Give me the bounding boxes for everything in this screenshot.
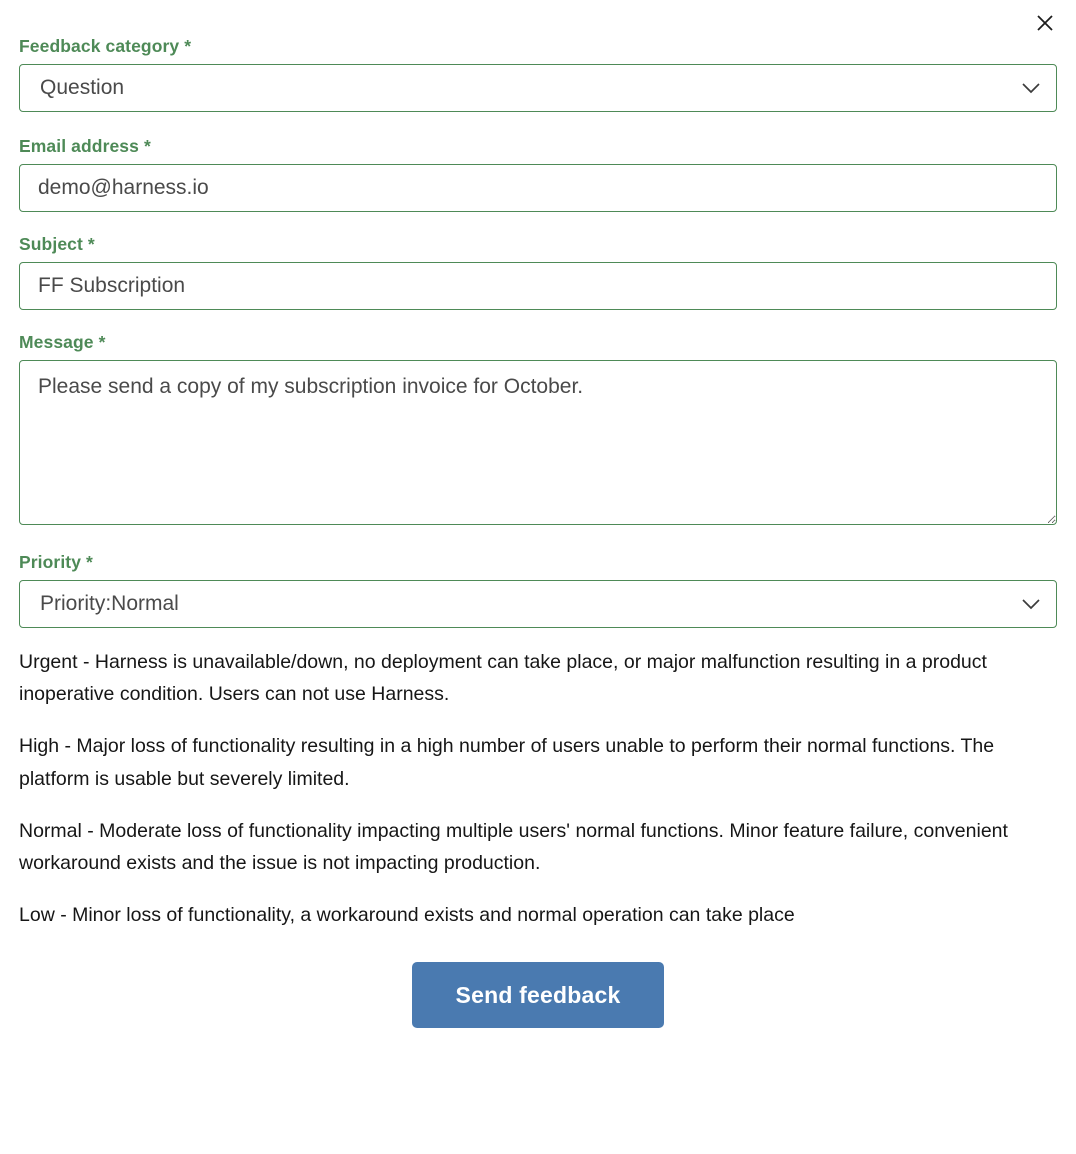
feedback-category-label-text: Feedback category [19,36,180,56]
field-message [19,332,1057,530]
field-feedback-category [19,36,1057,112]
field-priority [19,552,1057,628]
spacer [19,212,1057,234]
required-asterisk: * [86,552,93,572]
email-field[interactable] [19,164,1057,212]
priority-label-text: Priority [19,552,82,572]
priority-note-normal: Normal - Moderate loss of functionality impacting multiple users' normal functions. Minor feature failure, convenient workaround exists and the issue is not impacting production. [19,819,1008,874]
priority-select-wrap [19,580,1057,628]
email-address-label-text: Email address [19,136,139,156]
subject-label-text: Subject [19,234,83,254]
required-asterisk: * [143,136,151,156]
feedback-category-label [19,36,1057,57]
priority-select[interactable] [19,580,1057,628]
required-asterisk: * [87,234,95,254]
spacer [19,112,1057,136]
subject-field[interactable] [19,262,1057,310]
close-icon[interactable] [1032,10,1058,36]
priority-label [19,552,1057,573]
message-label [19,332,1057,353]
subject-label [19,234,1057,255]
required-asterisk: * [98,332,106,352]
dialog-top-spacer [19,0,1057,36]
email-address-label [19,136,1057,157]
feedback-category-select[interactable] [19,64,1057,112]
priority-note-low: Low - Minor loss of functionality, a workaround exists and normal operation can take place [19,904,795,927]
feedback-category-select-wrap [19,64,1057,112]
message-textarea[interactable] [19,360,1057,525]
send-feedback-button[interactable]: Send feedback [412,962,664,1028]
message-label-text: Message [19,332,94,352]
field-subject [19,234,1057,310]
spacer [19,310,1057,332]
priority-note-urgent: Urgent - Harness is unavailable/down, no deployment can take place, or major malfunction resulting in a product inoperative condition. Users can not use Harness. [19,651,987,706]
spacer [19,530,1057,552]
priority-descriptions [19,646,1057,931]
priority-note-high: High - Major loss of functionality resulting in a high number of users unable to perform their normal functions. The platform is usable but severely limited. [19,735,995,790]
field-email-address [19,136,1057,212]
required-asterisk: * [184,36,192,56]
submit-row [19,962,1057,1028]
